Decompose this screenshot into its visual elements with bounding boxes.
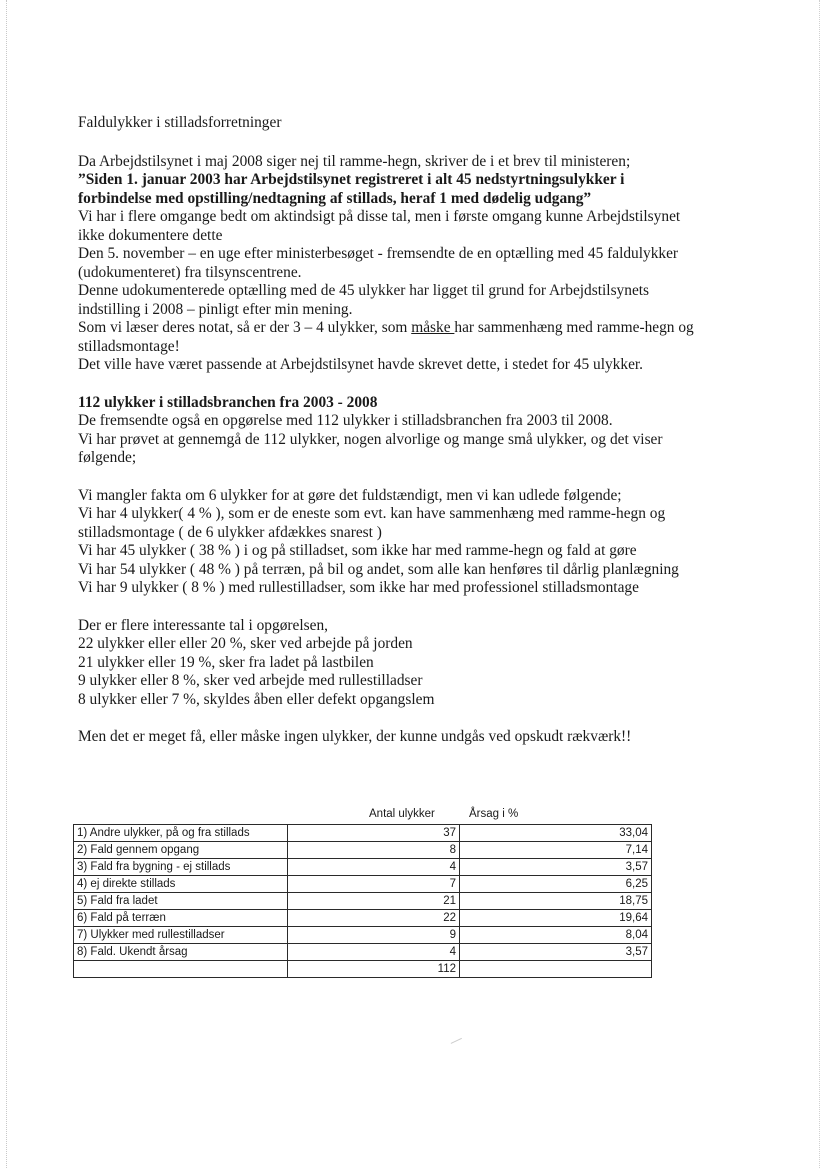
row-count: 7	[288, 876, 460, 893]
intro-line-11: stilladsmontage!	[78, 337, 180, 355]
table-row	[74, 910, 652, 927]
intro-line-8: Denne udokumenterede optælling med de 45 ulykker har ligget til grund for Arbejdstilsynets	[78, 282, 650, 299]
intro-line-7: (udokumenteret) fra tilsynscentrene.	[78, 263, 302, 281]
figures-line-1: Der er flere interessante tal i opgørelsen,	[78, 616, 328, 634]
intro-line-4: Vi har i flere omgange bedt om aktindsigt på disse tal, men i første omgang kunne Arbejdstilsynet	[78, 208, 681, 225]
findings-line-2: Vi har 4 ulykker( 4 % ), som er de eneste som evt. kan have sammenhæng med ramme-hegn og	[78, 505, 666, 522]
section-heading: 112 ulykker i stilladsbranchen fra 2003 - 2008	[78, 393, 378, 411]
row-pct: 3,57	[460, 859, 652, 876]
intro-line-12: Det ville have været passende at Arbejdstilsynet havde skrevet dette, i stedet for 45 ulykker.	[78, 356, 644, 373]
row-count: 37	[288, 825, 460, 842]
row-count: 4	[288, 944, 460, 961]
intro-section	[78, 153, 768, 375]
section2-line-2: Vi har prøvet at gennemgå de 112 ulykker, nogen alvorlige og mange små ulykker, og det viser	[78, 430, 663, 448]
row-label: 4) ej direkte stillads	[74, 876, 288, 893]
row-label: 1) Andre ulykker, på og fra stillads	[74, 825, 288, 842]
intro-line-10-a: Som vi læser deres notat, så er der 3 – 4 ulykker, som	[78, 319, 412, 336]
table-row	[74, 859, 652, 876]
row-count: 9	[288, 927, 460, 944]
page-edge-right	[819, 0, 821, 1168]
header-pct: Årsag i %	[469, 808, 519, 820]
row-label: 2) Fald gennem opgang	[74, 842, 288, 859]
findings-line-5: Vi har 54 ulykker ( 48 % ) på terræn, på bil og andet, som alle kan henføres til dårlig planlægning	[78, 560, 679, 578]
table-row	[74, 876, 652, 893]
row-pct: 33,04	[460, 825, 652, 842]
section-112-accidents	[78, 394, 768, 468]
accident-table	[73, 824, 652, 978]
table-row	[74, 825, 652, 842]
total-count: 112	[288, 961, 460, 978]
table-row	[74, 842, 652, 859]
section2-line-3: følgende;	[78, 449, 137, 466]
intro-line-9: indstilling i 2008 – pinligt efter min mening.	[78, 300, 353, 318]
findings-line-1: Vi mangler fakta om 6 ulykker for at gøre det fuldstændigt, men vi kan udlede følgende;	[78, 486, 622, 504]
total-row	[74, 961, 652, 978]
intro-line-10	[78, 319, 768, 338]
underlined-maybe: måske	[411, 319, 455, 336]
findings-line-6: Vi har 9 ulykker ( 8 % ) med rullestilladser, som ikke har med professionel stilladsmontage	[78, 579, 639, 596]
figures-line-2: 22 ulykker eller eller 20 %, sker ved arbejde på jorden	[78, 635, 413, 652]
row-label: 8) Fald. Ukendt årsag	[74, 944, 288, 961]
table-row	[74, 944, 652, 961]
row-pct: 7,14	[460, 842, 652, 859]
accident-table-block	[73, 806, 653, 978]
findings-section	[78, 487, 768, 598]
table-row	[74, 893, 652, 910]
row-pct: 3,57	[460, 944, 652, 961]
total-pct-empty	[460, 961, 652, 978]
findings-line-4: Vi har 45 ulykker ( 38 % ) i og på stilladset, som ikke har med ramme-hegn og fald at gøre	[78, 542, 637, 559]
row-pct: 6,25	[460, 876, 652, 893]
table-row	[74, 927, 652, 944]
intro-line-5: ikke dokumentere dette	[78, 226, 223, 244]
scan-mark	[451, 1038, 466, 1051]
row-pct: 19,64	[460, 910, 652, 927]
intro-line-1: Da Arbejdstilsynet i maj 2008 siger nej til ramme-hegn, skriver de i et brev til ministeren;	[78, 152, 631, 170]
row-count: 22	[288, 910, 460, 927]
section2-line-1: De fremsendte også en opgørelse med 112 ulykker i stilladsbranchen fra 2003 til 2008.	[78, 412, 613, 429]
row-label: 5) Fald fra ladet	[74, 893, 288, 910]
closing-line: Men det er meget få, eller måske ingen ulykker, der kunne undgås ved opskudt rækværk!!	[78, 728, 632, 745]
findings-line-3: stilladsmontage ( de 6 ulykker afdækkes snarest )	[78, 523, 382, 541]
figures-line-4: 9 ulykker eller 8 %, sker ved arbejde med rullestilladser	[78, 672, 423, 689]
row-count: 21	[288, 893, 460, 910]
quote-line-2: forbindelse med opstilling/nedtagning af stillads, heraf 1 med dødelig udgang”	[78, 189, 592, 207]
document-body	[78, 114, 768, 747]
figures-line-3: 21 ulykker eller 19 %, sker fra ladet på lastbilen	[78, 653, 374, 671]
table-header	[73, 806, 653, 824]
row-label: 3) Fald fra bygning - ej stillads	[74, 859, 288, 876]
intro-line-6: Den 5. november – en uge efter ministerbesøget - fremsendte de en optælling med 45 faldulykker	[78, 245, 679, 262]
row-count: 8	[288, 842, 460, 859]
total-label-empty	[74, 961, 288, 978]
row-label: 7) Ulykker med rullestilladser	[74, 927, 288, 944]
page-edge-left	[6, 0, 8, 1168]
row-count: 4	[288, 859, 460, 876]
row-pct: 8,04	[460, 927, 652, 944]
table-body	[74, 825, 652, 978]
figures-section	[78, 617, 768, 710]
row-label: 6) Fald på terræn	[74, 910, 288, 927]
intro-line-10-c: har sammenhæng med ramme-hegn og	[454, 319, 694, 336]
header-count: Antal ulykker	[369, 808, 435, 820]
row-pct: 18,75	[460, 893, 652, 910]
figures-line-5: 8 ulykker eller 7 %, skyldes åben eller defekt opgangslem	[78, 690, 435, 708]
document-title: Faldulykker i stilladsforretninger	[78, 114, 282, 131]
quote-line-1: ”Siden 1. januar 2003 har Arbejdstilsynet registreret i alt 45 nedstyrtningsulykker i	[78, 171, 625, 188]
